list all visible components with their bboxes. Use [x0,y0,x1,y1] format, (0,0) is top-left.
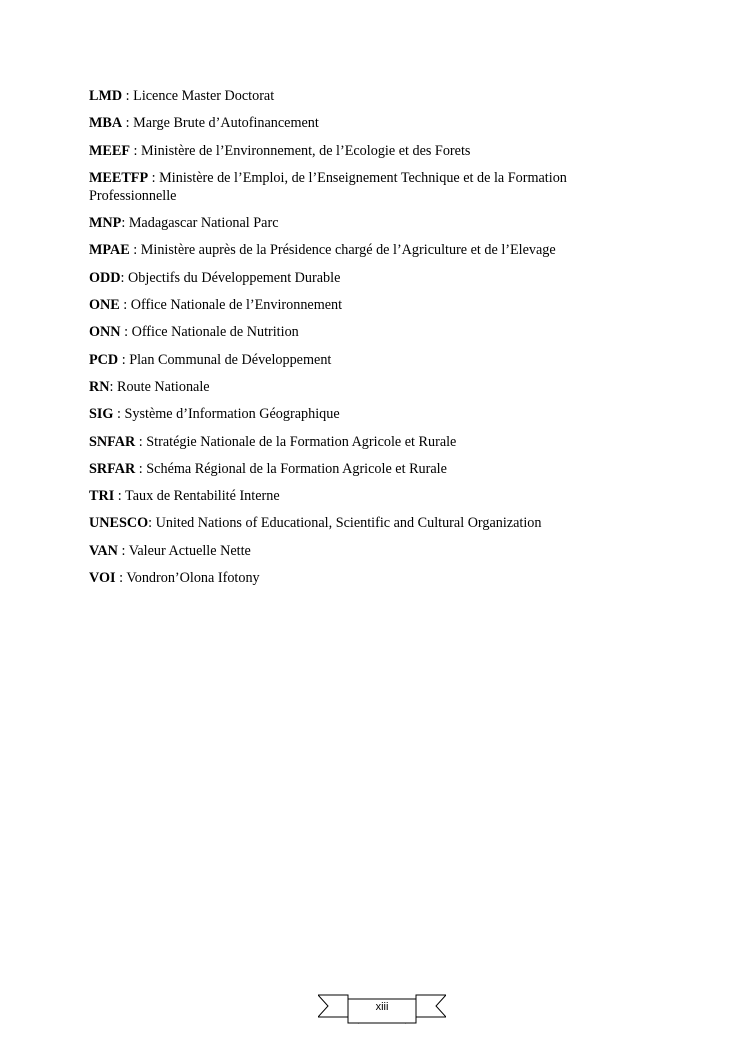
abbreviation-term: PCD [89,351,119,368]
abbreviation-entry [89,87,649,105]
abbreviation-entry [89,214,649,232]
abbreviation-term: MBA [89,115,123,132]
abbreviation-list [89,87,649,596]
abbreviation-entry [89,460,649,478]
abbreviation-separator: : [148,515,156,532]
abbreviation-entry [89,378,649,396]
abbreviation-definition: Route Nationale [117,378,210,395]
abbreviation-term: MEETFP [89,169,149,186]
abbreviation-entry [89,514,649,532]
abbreviation-term: MNP [89,215,122,232]
abbreviation-definition: Plan Communal de Développement [129,351,332,368]
page-number: xiii [375,1001,389,1013]
abbreviation-definition: Ministère de l’Environnement, de l’Ecologie et des Forets [141,142,471,159]
abbreviation-term: UNESCO [89,515,149,532]
abbreviation-separator: : [122,88,134,104]
abbreviation-term: RN [89,378,110,395]
abbreviation-entry [89,269,649,287]
abbreviation-definition: Valeur Actuelle Nette [128,542,251,559]
abbreviation-definition: Office Nationale de Nutrition [131,324,299,341]
abbreviation-definition: Stratégie Nationale de la Formation Agricole et Rurale [146,433,457,450]
abbreviation-term: ONE [89,297,120,314]
abbreviation-separator: : [114,488,126,505]
abbreviation-term: SIG [89,406,114,423]
abbreviation-term: ODD [89,269,121,286]
abbreviation-term: MEEF [89,142,130,159]
abbreviation-term: ONN [89,324,121,341]
abbreviation-separator: : [129,142,142,159]
abbreviation-definition: Office Nationale de l’Environnement [130,297,343,314]
abbreviation-entry [89,296,649,314]
abbreviation-definition: Madagascar National Parc [128,215,279,232]
abbreviation-definition: Marge Brute d’Autofinancement [133,115,319,132]
abbreviation-entry [89,351,649,369]
abbreviation-separator: : [148,169,160,186]
abbreviation-entry [89,569,649,587]
abbreviation-entry [89,241,649,259]
abbreviation-entry [89,323,649,341]
abbreviation-separator: : [135,460,147,477]
abbreviation-separator: : [115,570,127,587]
abbreviation-separator: : [118,351,130,368]
abbreviation-definition: Taux de Rentabilité Interne [125,488,280,505]
abbreviation-separator: : [120,324,132,341]
abbreviation-term: SRFAR [89,460,136,477]
abbreviation-term: SNFAR [89,433,136,450]
abbreviation-entry [89,142,649,160]
abbreviation-separator: : [121,215,129,232]
abbreviation-term: LMD [89,88,123,104]
abbreviation-separator: : [117,542,129,559]
abbreviation-definition: Ministère de l’Emploi, de l’Enseignement Technique et de la Formation Professionnelle [89,169,567,204]
abbreviation-entry [89,487,649,505]
abbreviation-definition: Système d’Information Géographique [124,406,340,423]
abbreviation-definition: Objectifs du Développement Durable [128,269,341,286]
abbreviation-entry [89,405,649,423]
abbreviation-definition: Schéma Régional de la Formation Agricole et Rurale [146,460,447,477]
abbreviation-entry [89,114,649,132]
abbreviation-definition: Vondron’Olona Ifotony [126,570,260,587]
abbreviation-definition: Licence Master Doctorat [133,88,275,104]
abbreviation-term: VAN [89,542,118,559]
abbreviation-separator: : [120,269,129,286]
abbreviation-entry [89,542,649,560]
abbreviation-entry [89,433,649,451]
abbreviation-separator: : [122,115,134,132]
abbreviation-separator: : [109,378,117,395]
abbreviation-separator: : [129,242,141,259]
abbreviation-separator: : [113,406,125,423]
abbreviation-definition: United Nations of Educational, Scientific and Cultural Organization [155,515,542,532]
abbreviation-definition: Ministère auprès de la Présidence chargé de l’Agriculture et de l’Elevage [140,242,556,259]
page-number-banner [318,989,446,1029]
abbreviation-entry [89,169,649,205]
abbreviation-term: TRI [89,488,115,505]
abbreviation-separator: : [135,433,147,450]
abbreviation-term: MPAE [89,242,130,259]
abbreviation-term: VOI [89,570,116,587]
abbreviation-separator: : [119,297,131,314]
